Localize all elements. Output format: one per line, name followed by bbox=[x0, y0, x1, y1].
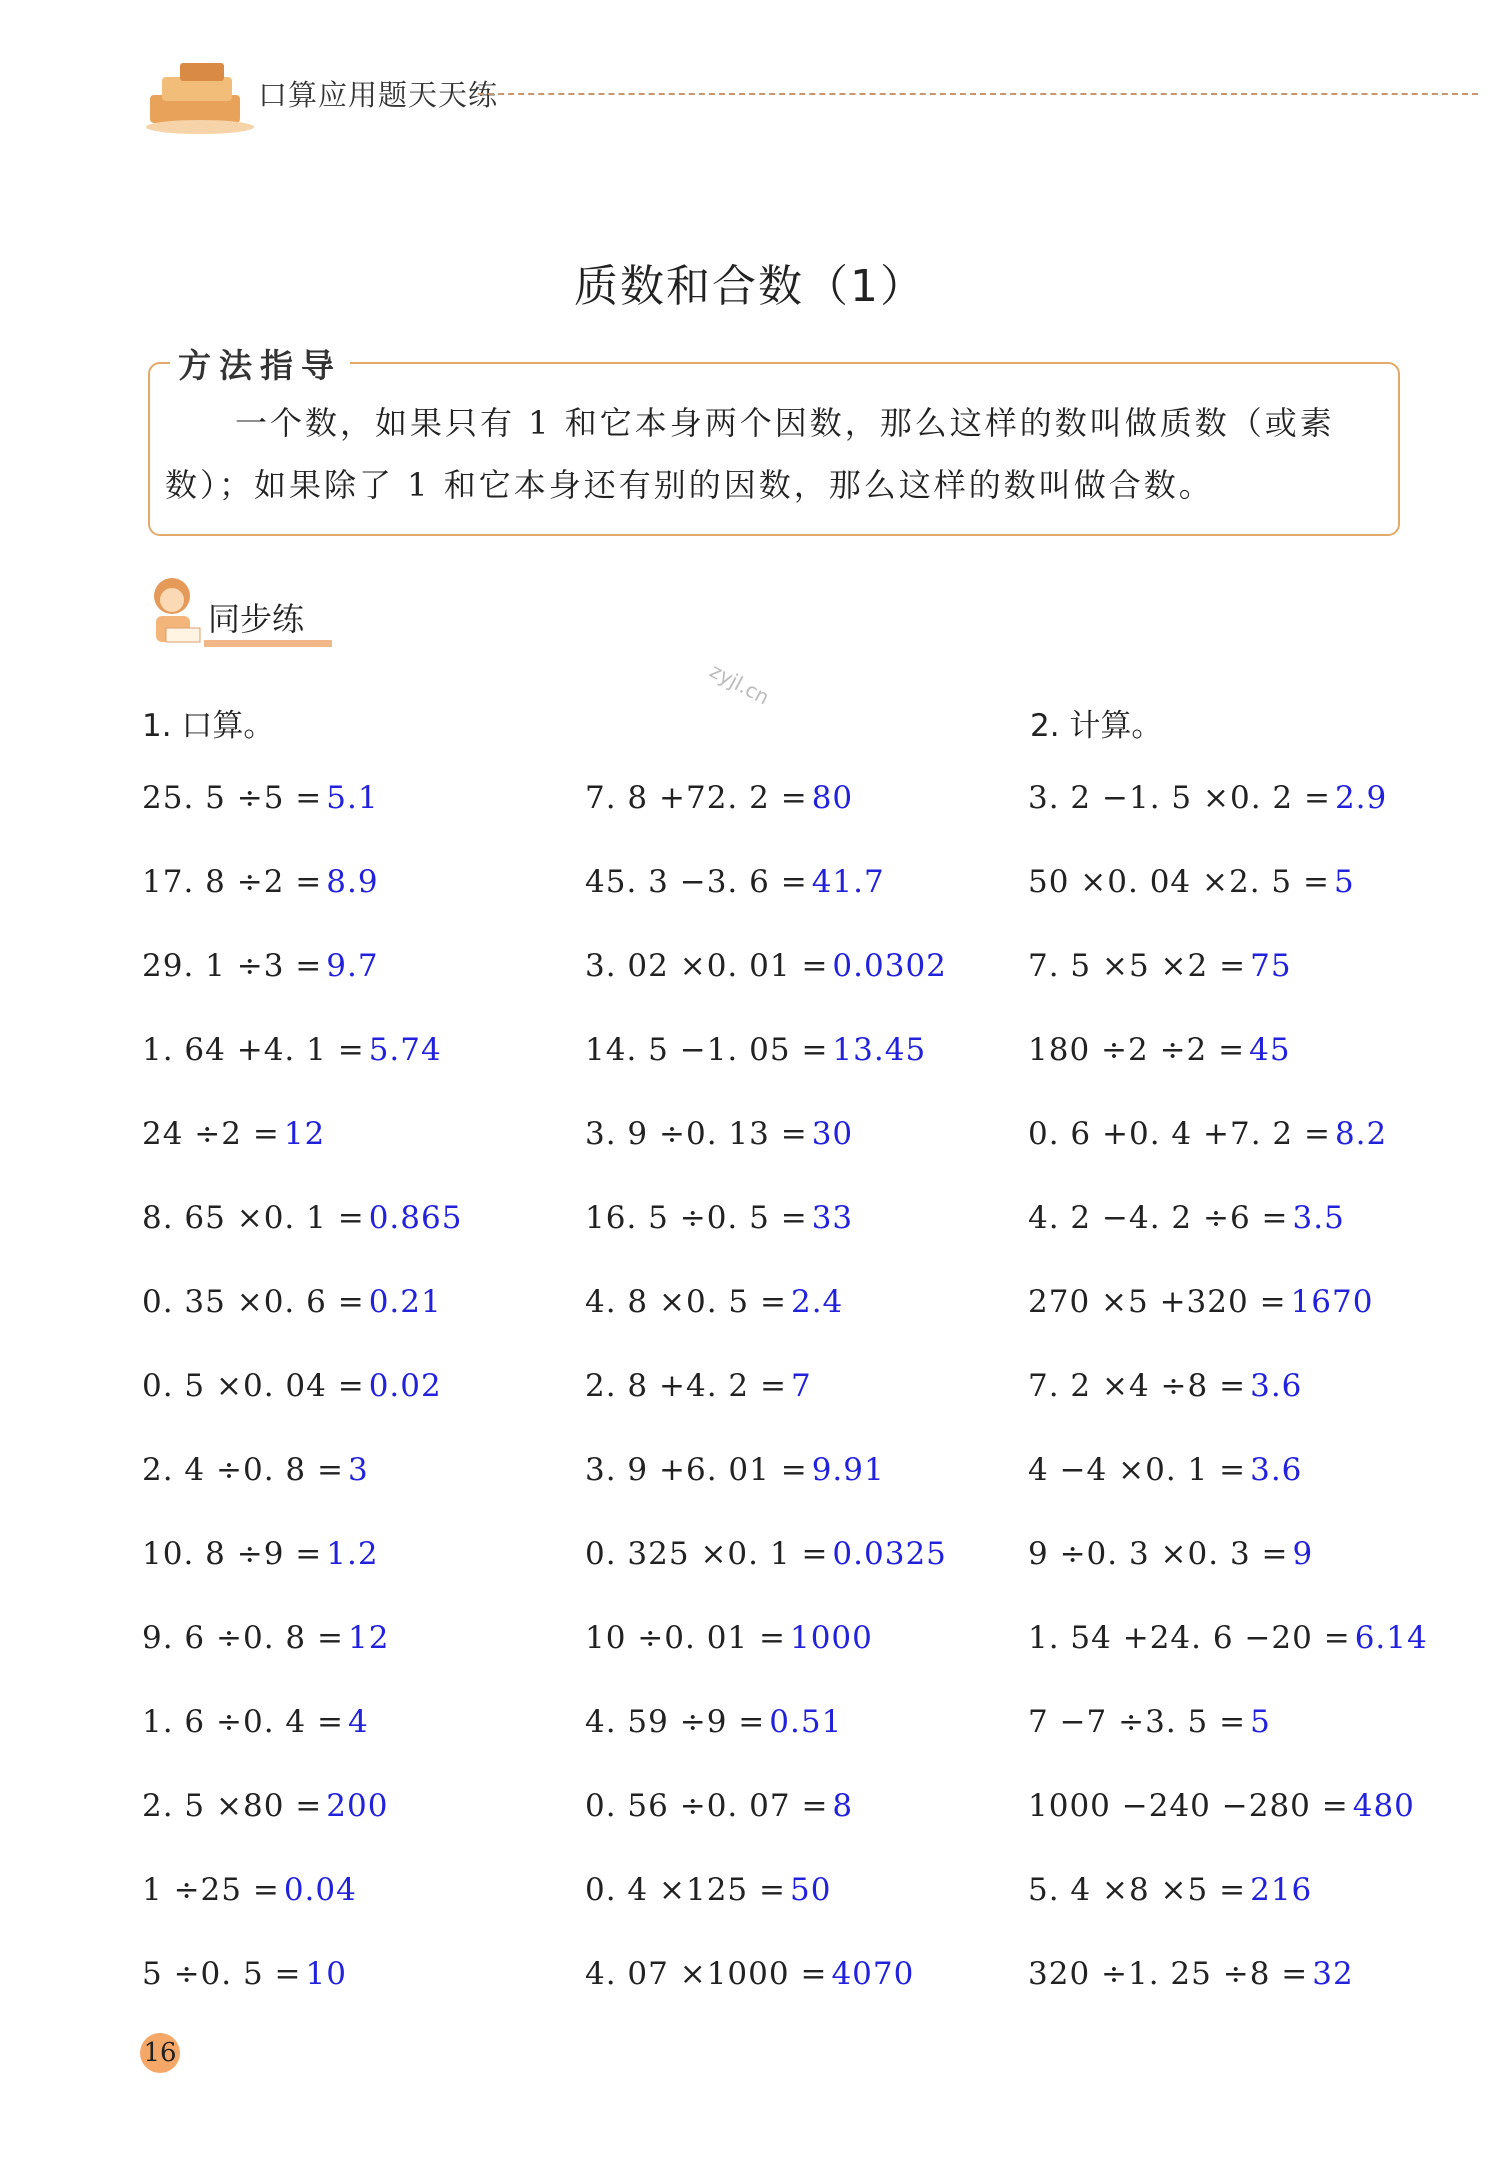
problem-row bbox=[1028, 1032, 1428, 1116]
problem-row bbox=[585, 780, 947, 864]
section-1-heading: 1. 口算。 bbox=[142, 708, 275, 744]
problem-row bbox=[142, 1956, 462, 2040]
handwritten-answer: 5.74 bbox=[368, 1032, 442, 1068]
book-title: 口算应用题天天练 bbox=[258, 78, 499, 112]
problem-expression: 7. 8 +72. 2 = bbox=[585, 780, 808, 816]
problem-expression: 4. 07 ×1000 = bbox=[585, 1956, 828, 1992]
problem-row bbox=[1028, 1620, 1428, 1704]
handwritten-answer: 216 bbox=[1250, 1872, 1313, 1908]
problem-expression: 9 ÷0. 3 ×0. 3 = bbox=[1028, 1536, 1289, 1572]
handwritten-answer: 6.14 bbox=[1354, 1620, 1428, 1656]
handwritten-answer: 3.6 bbox=[1250, 1368, 1303, 1404]
handwritten-answer: 9.7 bbox=[326, 948, 379, 984]
handwritten-answer: 33 bbox=[811, 1200, 854, 1236]
handwritten-answer: 3 bbox=[347, 1452, 369, 1488]
problem-expression: 50 ×0. 04 ×2. 5 = bbox=[1028, 864, 1330, 900]
problem-row bbox=[585, 1200, 947, 1284]
handwritten-answer: 32 bbox=[1312, 1956, 1354, 1992]
problem-row bbox=[585, 1620, 947, 1704]
problem-row bbox=[142, 780, 462, 864]
problem-expression: 14. 5 −1. 05 = bbox=[585, 1032, 829, 1068]
problem-row bbox=[142, 1788, 462, 1872]
handwritten-answer: 3.5 bbox=[1292, 1200, 1345, 1236]
problem-expression: 7. 5 ×5 ×2 = bbox=[1028, 948, 1247, 984]
section-2-heading: 2. 计算。 bbox=[1030, 708, 1163, 744]
handwritten-answer: 4070 bbox=[831, 1956, 915, 1992]
problem-expression: 10. 8 ÷9 = bbox=[142, 1536, 323, 1572]
handwritten-answer: 480 bbox=[1352, 1788, 1415, 1824]
handwritten-answer: 12 bbox=[283, 1116, 326, 1152]
problem-expression: 1. 64 +4. 1 = bbox=[142, 1032, 365, 1068]
problem-row bbox=[142, 1620, 462, 1704]
problem-expression: 5. 4 ×8 ×5 = bbox=[1028, 1872, 1247, 1908]
column-3 bbox=[1028, 780, 1428, 2040]
problem-expression: 3. 2 −1. 5 ×0. 2 = bbox=[1028, 780, 1331, 816]
handwritten-answer: 1670 bbox=[1290, 1284, 1374, 1320]
problem-row bbox=[142, 1872, 462, 1956]
problem-expression: 4. 59 ÷9 = bbox=[585, 1704, 766, 1740]
problem-row bbox=[1028, 1368, 1428, 1452]
handwritten-answer: 3.6 bbox=[1250, 1452, 1303, 1488]
problem-expression: 0. 325 ×0. 1 = bbox=[585, 1536, 829, 1572]
problem-row bbox=[585, 1284, 947, 1368]
problem-expression: 0. 56 ÷0. 07 = bbox=[585, 1788, 829, 1824]
problem-row bbox=[142, 948, 462, 1032]
problem-expression: 180 ÷2 ÷2 = bbox=[1028, 1032, 1246, 1068]
problem-row bbox=[1028, 1116, 1428, 1200]
problem-row bbox=[1028, 1788, 1428, 1872]
handwritten-answer: 0.04 bbox=[283, 1872, 357, 1908]
handwritten-answer: 80 bbox=[811, 780, 854, 816]
header-divider bbox=[478, 93, 1478, 95]
problem-row bbox=[1028, 1200, 1428, 1284]
problem-expression: 2. 5 ×80 = bbox=[142, 1788, 323, 1824]
column-1 bbox=[142, 780, 462, 2040]
handwritten-answer: 2.4 bbox=[790, 1284, 844, 1320]
handwritten-answer: 45 bbox=[1249, 1032, 1291, 1068]
problem-expression: 17. 8 ÷2 = bbox=[142, 864, 323, 900]
problem-expression: 0. 35 ×0. 6 = bbox=[142, 1284, 365, 1320]
handwritten-answer: 0.21 bbox=[368, 1284, 442, 1320]
problem-expression: 0. 5 ×0. 04 = bbox=[142, 1368, 365, 1404]
problem-row bbox=[585, 1956, 947, 2040]
handwritten-answer: 12 bbox=[347, 1620, 390, 1656]
problem-row bbox=[142, 1452, 462, 1536]
handwritten-answer: 0.0302 bbox=[832, 948, 947, 984]
problem-row bbox=[142, 1368, 462, 1452]
problem-row bbox=[1028, 948, 1428, 1032]
problem-expression: 4 −4 ×0. 1 = bbox=[1028, 1452, 1247, 1488]
problem-expression: 29. 1 ÷3 = bbox=[142, 948, 323, 984]
method-guide-label bbox=[170, 340, 350, 387]
watermark: zyjl.cn bbox=[706, 658, 774, 710]
handwritten-answer: 9.91 bbox=[811, 1452, 885, 1488]
handwritten-answer: 9 bbox=[1292, 1536, 1314, 1572]
handwritten-answer: 41.7 bbox=[811, 864, 885, 900]
problem-row bbox=[142, 1200, 462, 1284]
problem-expression: 9. 6 ÷0. 8 = bbox=[142, 1620, 344, 1656]
child-reading-icon bbox=[142, 572, 212, 652]
problem-expression: 4. 8 ×0. 5 = bbox=[585, 1284, 787, 1320]
problem-row bbox=[585, 1872, 947, 1956]
handwritten-answer: 10 bbox=[305, 1956, 347, 1992]
handwritten-answer: 5.1 bbox=[326, 780, 379, 816]
handwritten-answer: 75 bbox=[1250, 948, 1292, 984]
handwritten-answer: 2.9 bbox=[1334, 780, 1388, 816]
handwritten-answer: 4 bbox=[347, 1704, 369, 1740]
problem-row bbox=[1028, 864, 1428, 948]
problem-expression: 24 ÷2 = bbox=[142, 1116, 280, 1152]
handwritten-answer: 0.865 bbox=[368, 1200, 463, 1236]
method-guide-label-text: 方法指导 bbox=[178, 346, 342, 385]
sync-practice-heading bbox=[142, 572, 342, 652]
problem-row bbox=[585, 1452, 947, 1536]
handwritten-answer: 8.9 bbox=[326, 864, 379, 900]
problem-row bbox=[1028, 1956, 1428, 2040]
problem-expression: 7 −7 ÷3. 5 = bbox=[1028, 1704, 1247, 1740]
problem-expression: 1. 6 ÷0. 4 = bbox=[142, 1704, 344, 1740]
problem-row bbox=[1028, 1284, 1428, 1368]
problem-expression: 0. 6 +0. 4 +7. 2 = bbox=[1028, 1116, 1331, 1152]
problem-expression: 1. 54 +24. 6 −20 = bbox=[1028, 1620, 1351, 1656]
sync-practice-label: 同步练 bbox=[208, 600, 305, 638]
page-number: 16 bbox=[140, 2033, 180, 2073]
problem-row bbox=[1028, 780, 1428, 864]
handwritten-answer: 30 bbox=[811, 1116, 854, 1152]
problem-row bbox=[142, 1704, 462, 1788]
problem-row bbox=[1028, 1536, 1428, 1620]
handwritten-answer: 8 bbox=[832, 1788, 854, 1824]
problem-expression: 4. 2 −4. 2 ÷6 = bbox=[1028, 1200, 1289, 1236]
problem-expression: 270 ×5 +320 = bbox=[1028, 1284, 1287, 1320]
problem-expression: 16. 5 ÷0. 5 = bbox=[585, 1200, 808, 1236]
problem-expression: 3. 02 ×0. 01 = bbox=[585, 948, 829, 984]
problem-row bbox=[585, 1704, 947, 1788]
problem-row bbox=[585, 864, 947, 948]
handwritten-answer: 13.45 bbox=[832, 1032, 927, 1068]
sync-underline bbox=[204, 640, 332, 647]
books-logo-icon bbox=[140, 55, 258, 137]
problem-expression: 320 ÷1. 25 ÷8 = bbox=[1028, 1956, 1309, 1992]
problem-row bbox=[142, 1116, 462, 1200]
problem-expression: 2. 8 +4. 2 = bbox=[585, 1368, 787, 1404]
problem-expression: 25. 5 ÷5 = bbox=[142, 780, 323, 816]
problem-expression: 1000 −240 −280 = bbox=[1028, 1788, 1349, 1824]
problem-expression: 8. 65 ×0. 1 = bbox=[142, 1200, 365, 1236]
handwritten-answer: 5 bbox=[1333, 864, 1355, 900]
problem-expression: 10 ÷0. 01 = bbox=[585, 1620, 786, 1656]
problem-row bbox=[585, 1788, 947, 1872]
problem-expression: 0. 4 ×125 = bbox=[585, 1872, 786, 1908]
handwritten-answer: 0.0325 bbox=[832, 1536, 947, 1572]
handwritten-answer: 0.02 bbox=[368, 1368, 442, 1404]
problem-row bbox=[142, 1284, 462, 1368]
problem-row bbox=[1028, 1872, 1428, 1956]
problem-expression: 3. 9 ÷0. 13 = bbox=[585, 1116, 808, 1152]
problem-expression: 5 ÷0. 5 = bbox=[142, 1956, 302, 1992]
problem-row bbox=[142, 1032, 462, 1116]
problem-row bbox=[585, 1116, 947, 1200]
problem-expression: 45. 3 −3. 6 = bbox=[585, 864, 808, 900]
handwritten-answer: 200 bbox=[326, 1788, 389, 1824]
problem-row bbox=[585, 948, 947, 1032]
problem-row bbox=[142, 864, 462, 948]
handwritten-answer: 7 bbox=[790, 1368, 812, 1404]
method-guide-text: 一个数，如果只有 1 和它本身两个因数，那么这样的数叫做质数（或素数）；如果除了 1 和它本身还有别的因数，那么这样的数叫做合数。 bbox=[165, 404, 1335, 504]
problem-row bbox=[585, 1368, 947, 1452]
problem-row bbox=[1028, 1704, 1428, 1788]
page-title: 质数和合数（1） bbox=[574, 261, 926, 312]
problem-row bbox=[1028, 1452, 1428, 1536]
problem-row bbox=[585, 1032, 947, 1116]
handwritten-answer: 5 bbox=[1250, 1704, 1271, 1740]
problem-expression: 7. 2 ×4 ÷8 = bbox=[1028, 1368, 1247, 1404]
problem-expression: 1 ÷25 = bbox=[142, 1872, 280, 1908]
running-header bbox=[140, 55, 1480, 135]
problem-row bbox=[585, 1536, 947, 1620]
handwritten-answer: 1000 bbox=[789, 1620, 873, 1656]
handwritten-answer: 0.51 bbox=[769, 1704, 843, 1740]
problem-expression: 2. 4 ÷0. 8 = bbox=[142, 1452, 344, 1488]
handwritten-answer: 1.2 bbox=[326, 1536, 379, 1572]
problem-row bbox=[142, 1536, 462, 1620]
handwritten-answer: 50 bbox=[789, 1872, 832, 1908]
problem-expression: 3. 9 +6. 01 = bbox=[585, 1452, 808, 1488]
handwritten-answer: 8.2 bbox=[1334, 1116, 1388, 1152]
column-2 bbox=[585, 780, 947, 2040]
